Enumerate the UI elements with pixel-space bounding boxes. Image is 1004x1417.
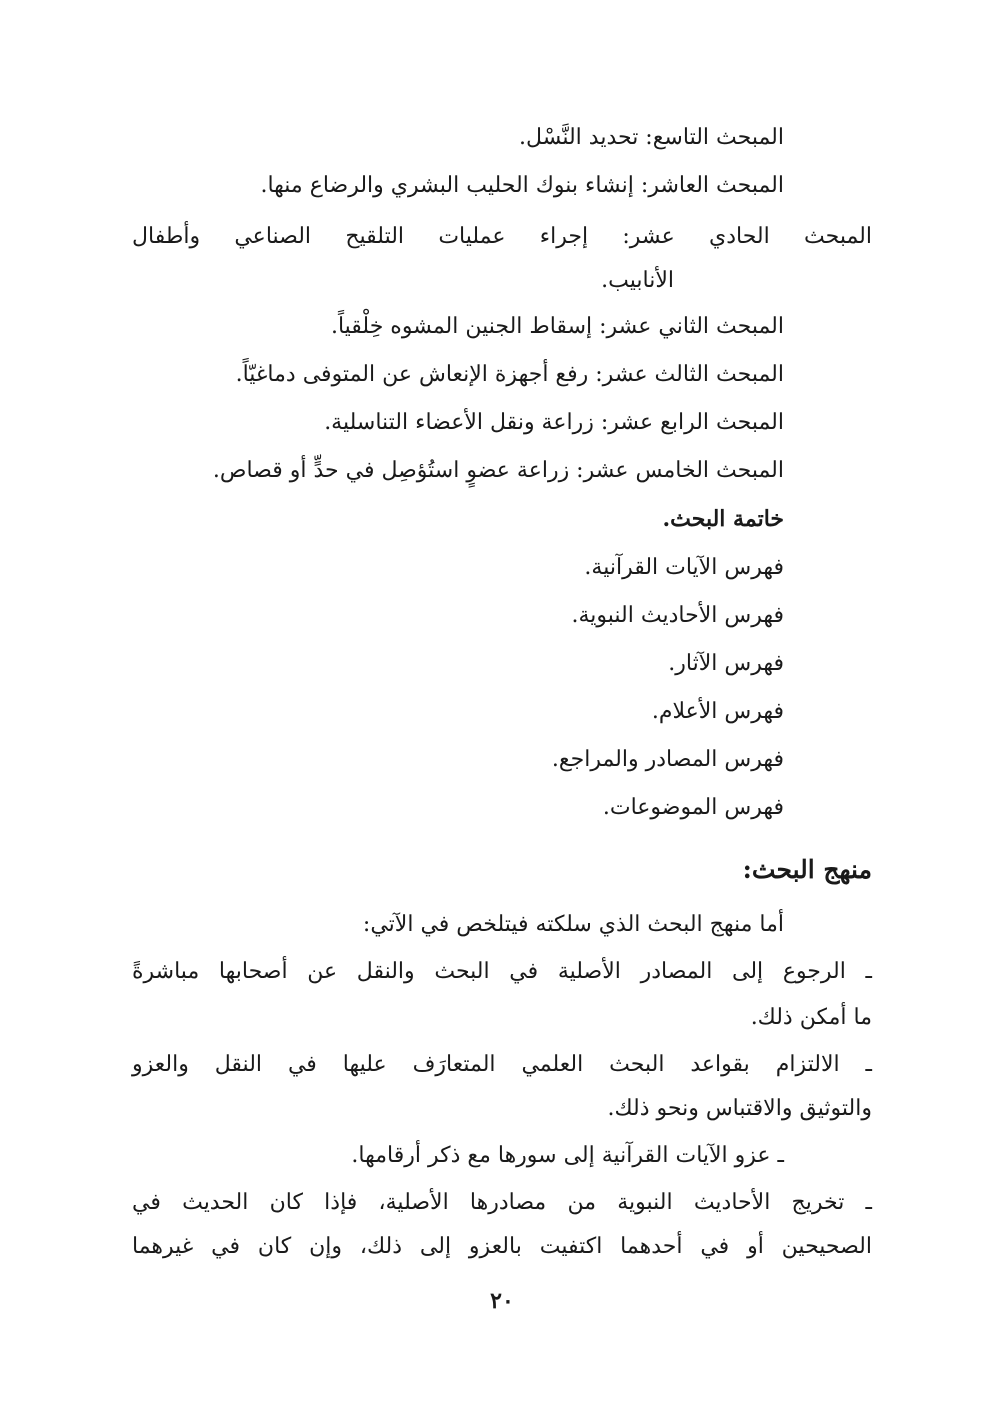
method-point: ـ الالتزام بقواعد البحث العلمي المتعارَف عليها في النقل والعزو xyxy=(132,1052,872,1077)
index-entry: فهرس المصادر والمراجع. xyxy=(551,747,784,772)
toc-item: المبحث الخامس عشر: زراعة عضوٍ استُؤصِل في حدٍّ أو قصاص. xyxy=(212,458,784,483)
index-entry: فهرس الآيات القرآنية. xyxy=(584,555,784,580)
toc-item-continuation: الأنابيب. xyxy=(601,268,674,293)
index-entry: فهرس الأحاديث النبوية. xyxy=(571,603,784,628)
toc-item: المبحث الثاني عشر: إسقاط الجنين المشوه خِلْقياً. xyxy=(330,314,784,339)
method-point-continuation: الصحيحين أو في أحدهما اكتفيت بالعزو إلى ذلك، وإن كان في غيرهما xyxy=(132,1234,872,1259)
conclusion-entry: خاتمة البحث. xyxy=(662,506,784,532)
method-point: ـ تخريج الأحاديث النبوية من مصادرها الأصلية، فإذا كان الحديث في xyxy=(132,1190,873,1215)
toc-item: المبحث الحادي عشر: إجراء عمليات التلقيح الصناعي وأطفال xyxy=(132,224,872,249)
method-point-continuation: والتوثيق والاقتباس ونحو ذلك. xyxy=(607,1096,872,1121)
index-entry: فهرس الموضوعات. xyxy=(602,795,784,820)
index-entry: فهرس الآثار. xyxy=(668,651,784,676)
toc-item: المبحث التاسع: تحديد النَّسْل. xyxy=(519,125,784,150)
toc-item: المبحث الرابع عشر: زراعة ونقل الأعضاء التناسلية. xyxy=(324,410,784,435)
section-heading: منهج البحث: xyxy=(742,855,872,884)
intro-paragraph: أما منهج البحث الذي سلكته فيتلخص في الآتي: xyxy=(362,912,784,937)
page-number: ٢٠ xyxy=(490,1288,514,1314)
method-point: ـ عزو الآيات القرآنية إلى سورها مع ذكر أرقامها. xyxy=(351,1143,784,1168)
toc-item: المبحث الثالث عشر: رفع أجهزة الإنعاش عن المتوفى دماغيّاً. xyxy=(235,362,784,387)
method-point-continuation: ما أمكن ذلك. xyxy=(750,1005,872,1030)
toc-item: المبحث العاشر: إنشاء بنوك الحليب البشري والرضاع منها. xyxy=(260,173,784,198)
index-entry: فهرس الأعلام. xyxy=(651,699,784,724)
method-point: ـ الرجوع إلى المصادر الأصلية في البحث والنقل عن أصحابها مباشرةً xyxy=(132,959,872,984)
